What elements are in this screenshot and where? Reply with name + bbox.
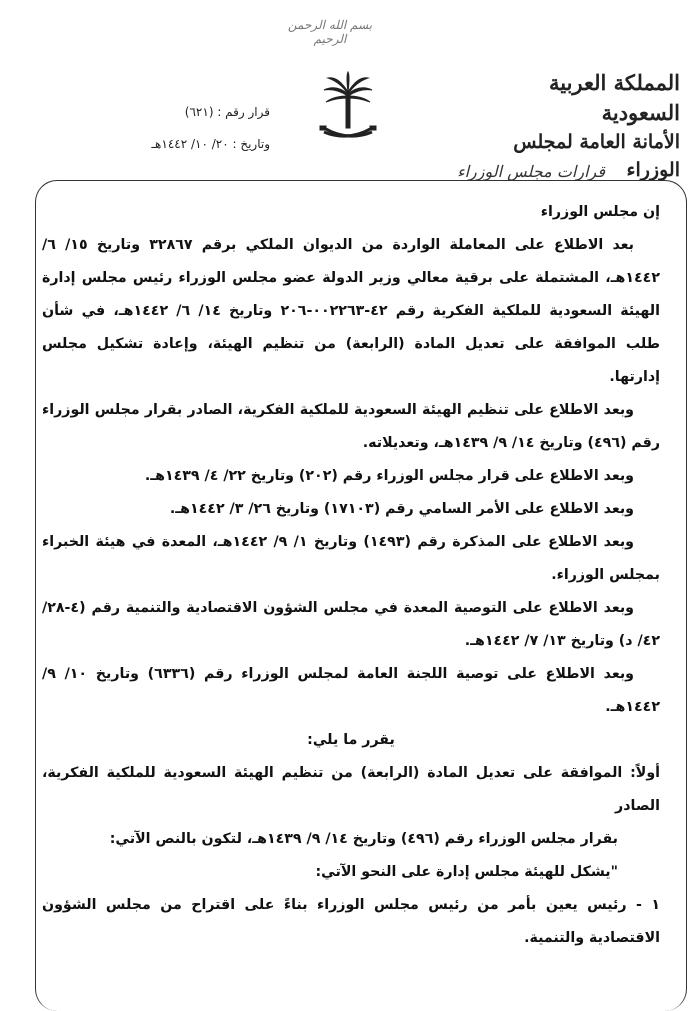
document-body: [42, 196, 660, 955]
decision-number: قرار رقم : (٦٢١): [184, 105, 270, 119]
paragraph: وبعد الاطلاع على الأمر السامي رقم (١٧١٠٣) وتاريخ ٢٦/ ٣/ ١٤٤٢هـ.: [169, 501, 634, 517]
paragraph: وبعد الاطلاع على تنظيم الهيئة السعودية للملكية الفكرية، الصادر بقرار مجلس الوزراء رقم (٤٩٦) وتاريخ ١٤/ ٩/ ١٤٣٩هـ، وتعديلاته.: [42, 402, 660, 451]
first-clause-continued: بقرار مجلس الوزراء رقم (٤٩٦) وتاريخ ١٤/ ٩/ ١٤٣٩هـ، لتكون بالنص الآتي:: [109, 831, 618, 847]
decides-heading: يقرر ما يلي:: [307, 732, 395, 748]
palm-swords-emblem-icon: [318, 70, 378, 150]
kingdom-name: المملكة العربية السعودية: [548, 70, 680, 125]
item-1: ١ - رئيس يعين بأمر من رئيس مجلس الوزراء بناءً على اقتراح من مجلس الشؤون الاقتصادية والتنمية.: [42, 897, 660, 946]
opening-line: إن مجلس الوزراء: [540, 204, 660, 220]
paragraph: وبعد الاطلاع على قرار مجلس الوزراء رقم (٢٠٢) وتاريخ ٢٢/ ٤/ ١٤٣٩هـ.: [144, 468, 634, 484]
basmala: بسم الله الرحمن الرحيم: [287, 18, 373, 46]
first-clause: أولاً: الموافقة على تعديل المادة (الرابعة) من تنظيم الهيئة السعودية للملكية الفكرية، الصادر: [42, 765, 660, 814]
paragraph: وبعد الاطلاع على التوصية المعدة في مجلس الشؤون الاقتصادية والتنمية رقم (٤-٢٨/ ٤٢/ د) وتاريخ ١٣/ ٧/ ١٤٤٢هـ.: [42, 600, 660, 649]
secretariat-name: الأمانة العامة لمجلس الوزراء: [513, 131, 680, 181]
paragraph: وبعد الاطلاع على توصية اللجنة العامة لمجلس الوزراء رقم (٦٣٣٦) وتاريخ ١٠/ ٩/ ١٤٤٢هـ.: [42, 666, 660, 715]
decision-date: وتاريخ : ٢٠/ ١٠/ ١٤٤٢هـ: [151, 137, 270, 151]
paragraph: وبعد الاطلاع على المذكرة رقم (١٤٩٣) وتاريخ ١/ ٩/ ١٤٤٢هـ، المعدة في هيئة الخبراء بمجلس الوزراء.: [42, 534, 660, 583]
decisions-subhead: قرارات مجلس الوزراء: [457, 162, 605, 181]
decision-meta: [110, 96, 270, 160]
quoted-text: "يشكل للهيئة مجلس إدارة على النحو الآتي:: [315, 864, 618, 880]
paragraph: بعد الاطلاع على المعاملة الواردة من الديوان الملكي برقم ٣٢٨٦٧ وتاريخ ١٥/ ٦/ ١٤٤٢هـ، المشتملة على برقية معالي وزير الدولة عضو مجلس الوزراء رئيس مجلس إدارة الهيئة السعودية للملكية الفكرية رقم ٤٢-٠٠٢٢٦٣-٢٠٦ وتاريخ ١٤/ ٦/ ١٤٤٢هـ، في شأن طلب الموافقة على تعديل المادة (الرابعة) من تنظيم الهيئة، وإعادة تشكيل مجلس إدارتها.: [42, 237, 660, 385]
